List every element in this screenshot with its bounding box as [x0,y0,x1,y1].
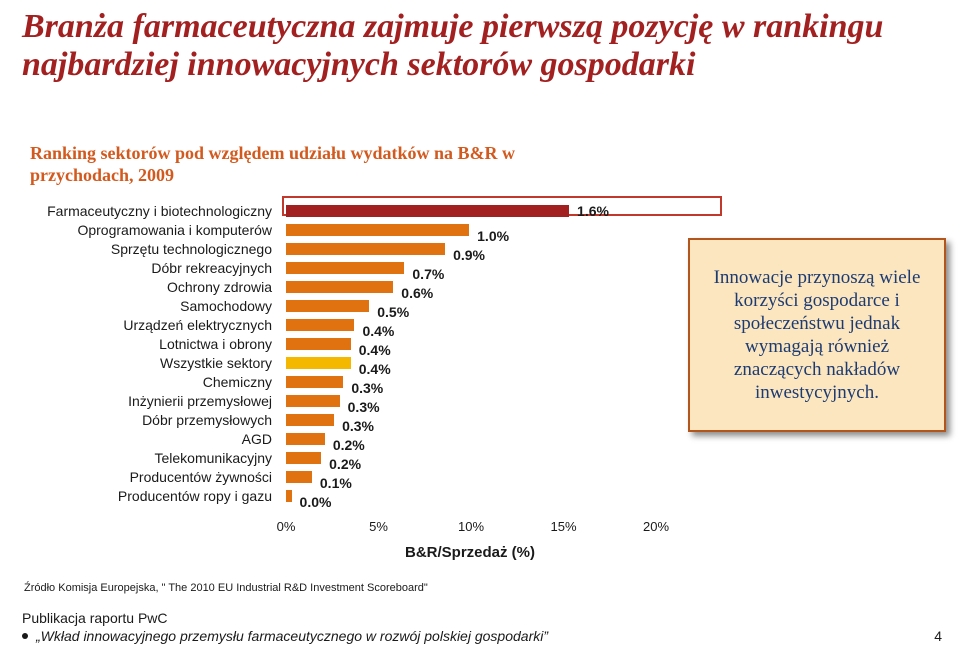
bar [286,414,334,426]
chart-subtitle: Ranking sektorów pod względem udziału wydatków na B&R w przychodach, 2009 [30,143,516,185]
bar [286,433,325,445]
category-label: Urządzeń elektrycznych [123,317,272,333]
bar [286,471,312,483]
bullet-icon [22,633,28,639]
bar [286,452,321,464]
bar [286,490,292,502]
category-label: Ochrony zdrowia [166,279,272,295]
source-note: Źródło Komisja Europejska, " The 2010 EU Industrial R&D Investment Scoreboard" [24,582,428,594]
data-label: 0.3% [347,399,380,415]
data-label: 0.4% [362,323,395,339]
bar [286,395,340,407]
publication-label: Publikacja raportu PwC [22,610,168,626]
bar [286,205,569,217]
category-label: Lotnictwa i obrony [159,336,272,352]
bar [286,243,445,255]
callout-text: Innowacje przynoszą wiele korzyści gospodarce i społeczeństwu jednak wymagają również znaczących nakładów inwestycyjnych. [713,267,921,403]
data-label: 0.2% [332,437,365,453]
bar [286,338,351,350]
data-label: 0.3% [351,380,384,396]
category-label: Samochodowy [180,298,272,314]
bar [286,281,393,293]
category-label: Telekomunikacyjny [154,450,272,466]
x-tick-label: 10% [457,519,485,534]
report-title: „Wkład innowacyjnego przemysłu farmaceutycznego w rozwój polskiej gospodarki” [36,628,548,644]
category-label: Producentów żywności [129,469,272,485]
category-label: Producentów ropy i gazu [117,488,272,504]
slide-title: Branża farmaceutyczna zajmuje pierwszą pozycję w rankingu najbardziej innowacyjnych sektorów gospodarki [22,8,884,83]
data-label: 0.6% [401,285,434,301]
x-tick-label: 15% [550,519,577,534]
category-label: Dóbr rekreacyjnych [151,260,272,276]
category-label: Farmaceutyczny i biotechnologiczny [47,203,272,219]
category-label: Wszystkie sektory [159,355,272,371]
data-label: 0.3% [342,418,375,434]
x-axis-label: B&R/Sprzedaż (%) [404,544,535,561]
category-label: Inżynierii przemysłowej [128,393,272,409]
data-label: 0.9% [453,247,486,263]
data-label: 1.6% [577,203,609,219]
bar [286,319,354,331]
bar [286,300,369,312]
x-tick-label: 0% [276,519,296,534]
data-label: 0.0% [299,494,332,510]
bar [286,224,469,236]
data-label: 0.4% [358,361,391,377]
category-label: AGD [241,431,272,447]
callout-box [688,238,946,432]
bar [286,357,351,369]
data-label: 1.0% [477,228,510,244]
page-number: 4 [934,628,942,644]
category-label: Sprzętu technologicznego [110,241,272,257]
data-label: 0.1% [319,475,352,491]
x-tick-label: 5% [369,519,388,534]
x-tick-label: 20% [642,519,670,534]
report-line [22,628,942,644]
data-label: 0.7% [412,266,445,282]
bar [286,262,404,274]
data-label: 0.4% [358,342,391,358]
category-label: Oprogramowania i komputerów [77,222,272,238]
category-label: Chemiczny [202,374,272,390]
bar [286,376,343,388]
category-label: Dóbr przemysłowych [142,412,272,428]
data-label: 0.2% [329,456,362,472]
data-label: 0.5% [377,304,410,320]
